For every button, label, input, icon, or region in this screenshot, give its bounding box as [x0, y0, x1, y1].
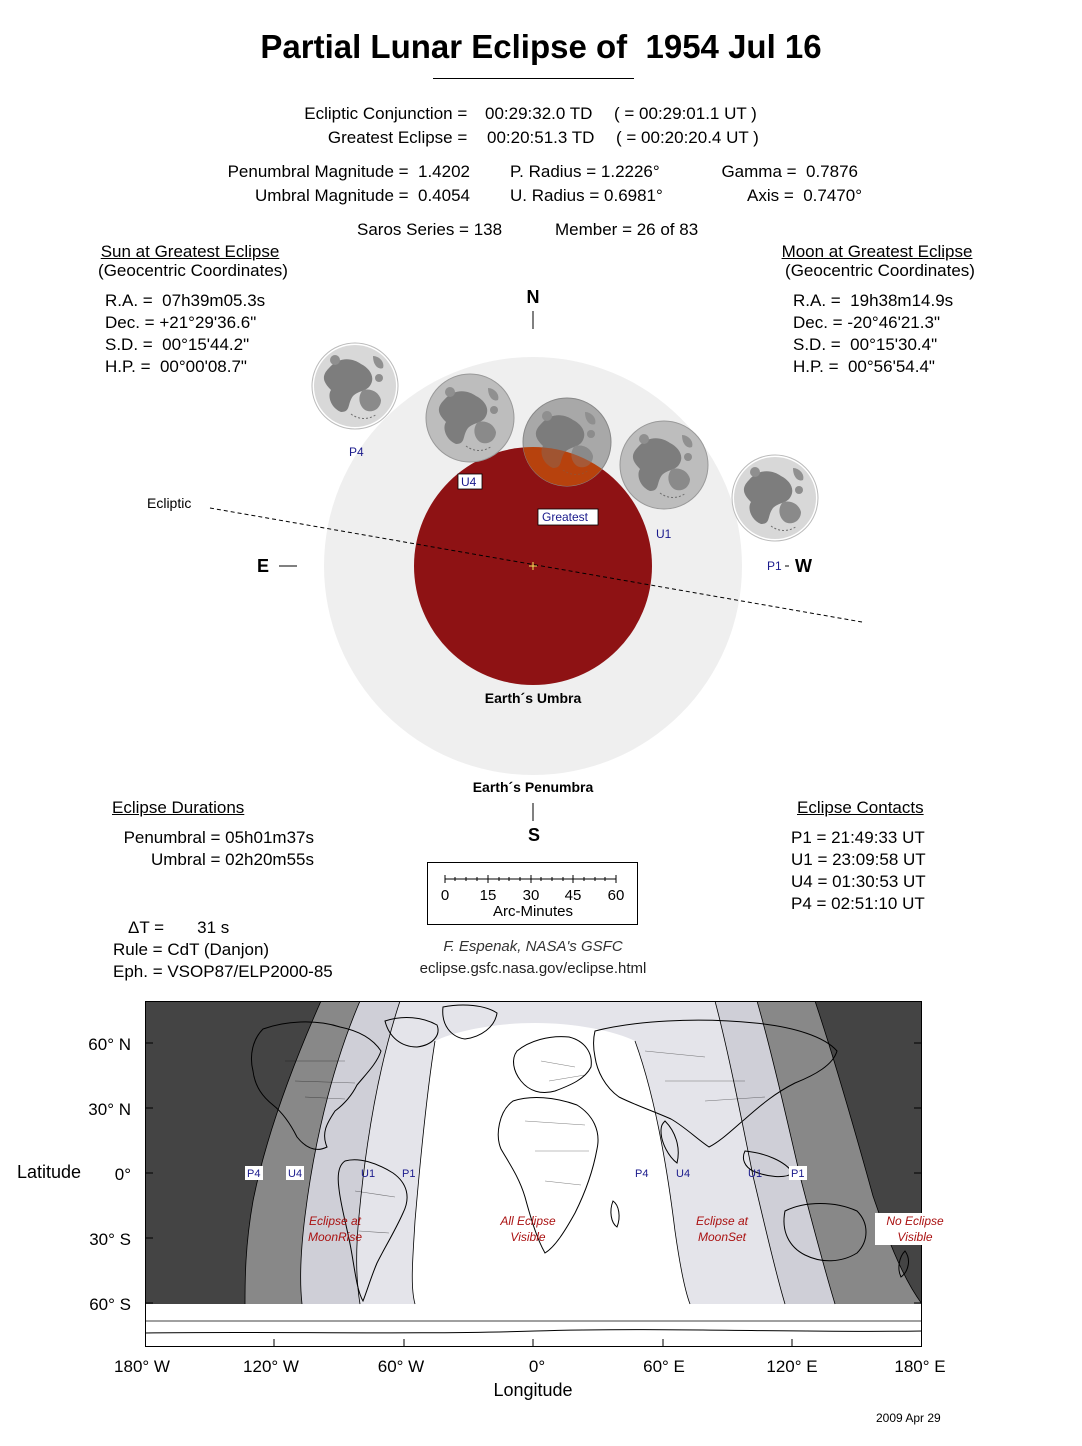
zone-moonrise-line2: MoonRise [307, 1230, 363, 1244]
penumbra-label: Earth´s Penumbra [472, 779, 594, 795]
contacts-heading: Eclipse Contacts [797, 798, 924, 817]
scale-tick-45: 45 [564, 887, 582, 904]
lat-label-60n: 60° N [88, 1035, 131, 1054]
axis-value: Axis = 0.7470° [746, 186, 862, 205]
durations-heading: Eclipse Durations [112, 798, 245, 817]
contact-label-p4: P4 [349, 445, 364, 459]
lat-label-30s: 30° S [89, 1230, 131, 1249]
sun-subheading: (Geocentric Coordinates) [98, 261, 288, 280]
penumbral-radius: P. Radius = 1.2226° [510, 162, 660, 181]
ephemeris-value: Eph. = VSOP87/ELP2000-85 [113, 962, 333, 981]
rule-value: Rule = CdT (Danjon) [113, 940, 270, 959]
zone-none-line1: No Eclipse [886, 1214, 944, 1228]
lon-label-60e: 60° E [643, 1357, 685, 1376]
umbral-magnitude: Umbral Magnitude = 0.4054 [255, 186, 470, 205]
scale-tick-0: 0 [440, 887, 450, 904]
moon-subheading: (Geocentric Coordinates) [785, 261, 975, 280]
moon-ra: R.A. = 19h38m14.9s [793, 291, 954, 310]
duration-umbral: Umbral = 02h20m55s [150, 850, 314, 869]
moon-sd: S.D. = 00°15'30.4" [793, 335, 938, 354]
longitude-axis-label: Longitude [493, 1380, 573, 1400]
contact-p4: P4 = 02:51:10 UT [791, 894, 925, 913]
lon-label-180w: 180° W [114, 1357, 170, 1376]
map-curve-label-p1-east: P1 [791, 1168, 805, 1180]
map-curve-label-u1-west: U1 [361, 1168, 376, 1180]
zone-moonset-line2: MoonSet [697, 1230, 747, 1244]
contact-p1: P1 = 21:49:33 UT [791, 828, 925, 847]
contact-label-p1: P1 [767, 559, 782, 573]
contact-u4: U4 = 01:30:53 UT [791, 872, 926, 891]
west-label: W [795, 556, 812, 576]
credit-author: F. Espenak, NASA's GSFC [443, 938, 623, 955]
duration-penumbral: Penumbral = 05h01m37s [123, 828, 314, 847]
map-curve-label-p1-west: P1 [402, 1168, 416, 1180]
scale-tick-60: 60 [607, 887, 625, 904]
saros-series: Saros Series = 138 [357, 220, 503, 239]
page-title: Partial Lunar Eclipse of 1954 Jul 16 [260, 28, 822, 65]
ecliptic-label: Ecliptic [147, 495, 192, 511]
sun-heading: Sun at Greatest Eclipse [100, 242, 280, 261]
sun-ra: R.A. = 07h39m05.3s [105, 291, 266, 310]
lon-label-0: 0° [528, 1357, 546, 1376]
zone-moonset-line1: Eclipse at [695, 1214, 749, 1228]
scale-tick-15: 15 [479, 887, 497, 904]
moon-hp: H.P. = 00°56'54.4" [793, 357, 935, 376]
zone-none-line2: Visible [897, 1230, 933, 1244]
lat-label-0: 0° [114, 1165, 131, 1184]
zone-moonrise-line1: Eclipse at [308, 1214, 362, 1228]
map-curve-label-u4-east: U4 [676, 1168, 691, 1180]
map-curve-label-u1-east: U1 [748, 1168, 763, 1180]
saros-member: Member = 26 of 83 [555, 220, 699, 239]
lon-label-120w: 120° W [243, 1357, 299, 1376]
credit-url: eclipse.gsfc.nasa.gov/eclipse.html [419, 960, 647, 977]
lat-label-60s: 60° S [89, 1295, 131, 1314]
sun-hp: H.P. = 00°00'08.7" [105, 357, 247, 376]
greatest-eclipse-td: 00:20:51.3 TD [487, 128, 595, 147]
ecliptic-conjunction-ut: ( = 00:29:01.1 UT ) [614, 104, 757, 123]
zone-all-line1: All Eclipse [500, 1214, 556, 1228]
arc-minute-scale [427, 862, 639, 926]
scale-label: Arc-Minutes [492, 903, 574, 920]
contact-u1: U1 = 23:09:58 UT [791, 850, 926, 869]
umbral-radius: U. Radius = 0.6981° [510, 186, 663, 205]
contact-label-u4: U4 [461, 475, 477, 489]
east-label: E [257, 556, 270, 576]
map-curve-label-p4-east: P4 [635, 1168, 649, 1180]
ecliptic-conjunction-label: Ecliptic Conjunction = [304, 104, 472, 123]
south-label: S [527, 825, 541, 845]
moon-heading: Moon at Greatest Eclipse [781, 242, 973, 261]
lon-label-120e: 120° E [766, 1357, 818, 1376]
contact-label-greatest: Greatest [542, 510, 589, 524]
visibility-map [145, 1001, 944, 1347]
moon-p1 [732, 455, 818, 541]
umbra-label: Earth´s Umbra [484, 690, 582, 706]
ecliptic-conjunction-td: 00:29:32.0 TD [485, 104, 593, 123]
sun-dec: Dec. = +21°29'36.6" [105, 313, 257, 332]
moon-u4 [426, 374, 514, 462]
moon-u1 [620, 421, 708, 509]
moon-p4 [312, 343, 398, 429]
lon-label-60w: 60° W [377, 1357, 425, 1376]
lon-label-180e: 180° E [894, 1357, 946, 1376]
zone-all-line2: Visible [510, 1230, 546, 1244]
gamma-value: Gamma = 0.7876 [721, 162, 858, 181]
greatest-eclipse-label: Greatest Eclipse = [327, 128, 472, 147]
moon-dec: Dec. = -20°46'21.3" [793, 313, 940, 332]
contact-label-u1: U1 [656, 527, 672, 541]
penumbral-magnitude: Penumbral Magnitude = 1.4202 [227, 162, 470, 181]
map-curve-label-u4-west: U4 [288, 1168, 303, 1180]
lat-label-30n: 30° N [88, 1100, 131, 1119]
delta-t: ΔT = 31 s [128, 918, 230, 937]
north-label: N [526, 287, 540, 307]
latitude-axis-label: Latitude [17, 1162, 82, 1182]
date-stamp: 2009 Apr 29 [876, 1411, 941, 1425]
greatest-eclipse-ut: ( = 00:20:20.4 UT ) [616, 128, 759, 147]
map-curve-label-p4-west: P4 [247, 1168, 261, 1180]
scale-tick-30: 30 [522, 887, 540, 904]
sun-sd: S.D. = 00°15'44.2" [105, 335, 250, 354]
